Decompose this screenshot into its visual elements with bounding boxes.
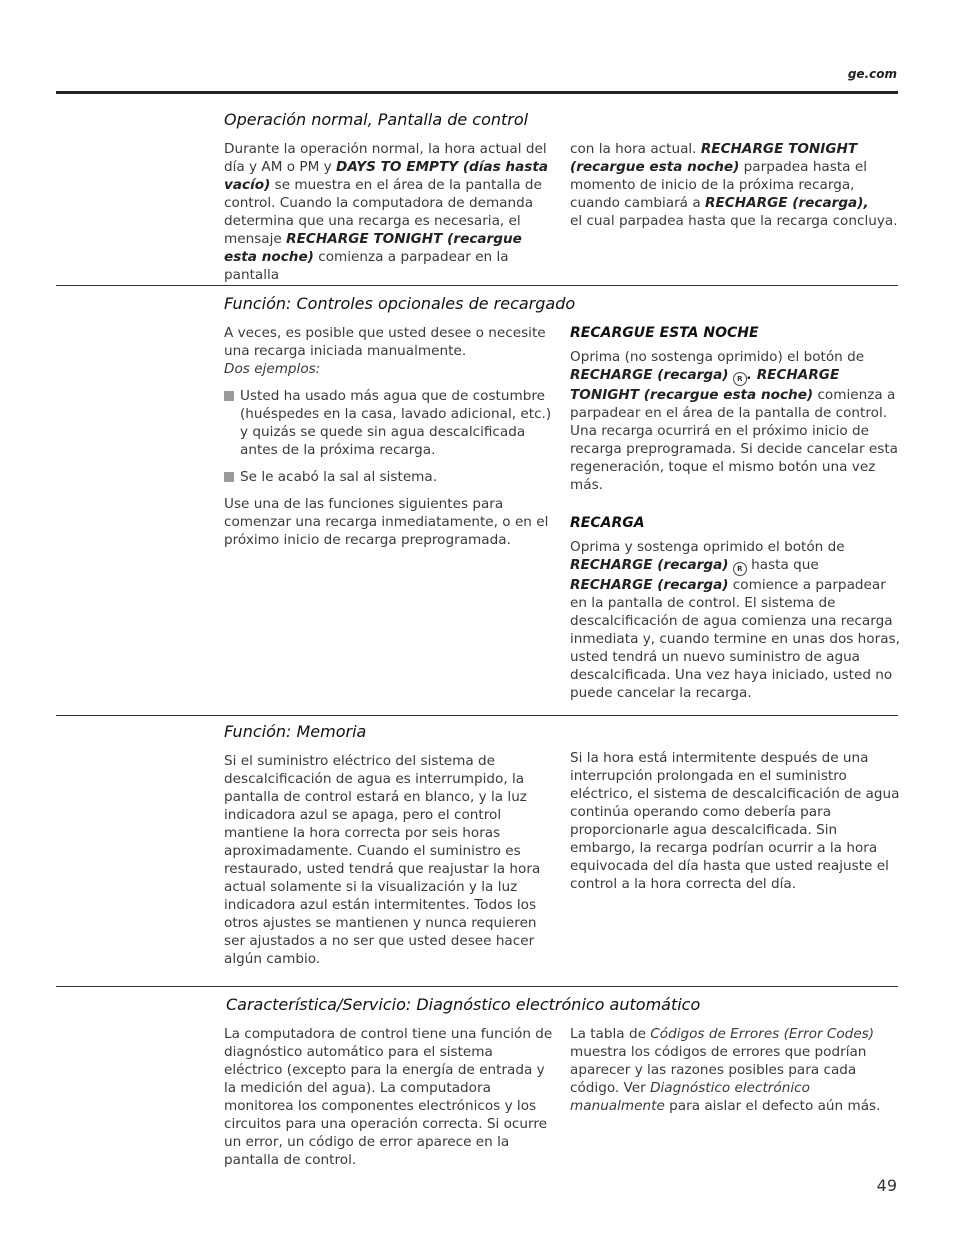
square-bullet-icon (224, 391, 234, 401)
recharge-button-label: RECHARGE (recarga) (570, 367, 729, 383)
site-url: ge.com (847, 67, 897, 81)
examples-label: Dos ejemplos: (224, 361, 321, 377)
paragraph: Si el suministro eléctrico del sistema de descalcificación de agua es interrumpido, la pantalla de control estará en blanco, y la luz indicadora azul se apaga, pero el control mantiene la hora correcta por seis horas aproximadamente. Cuando el suministro es restaurado, usted tendrá que reajustar la hora actual solamente si la visualización y la luz indicadora azul están intermitentes. Todos los otros ajustes se mantienen y nunca requieren ser ajustados a no ser que usted desee hacer algún cambio. (224, 753, 541, 967)
subheading-recharge: RECARGA (570, 515, 645, 531)
text-run: hasta que (746, 557, 819, 573)
manual-diagnostics-reference: Diagnóstico electrónico manualmente (570, 1080, 810, 1114)
bullet-text: Se le acabó la sal al sistema. (240, 469, 438, 485)
memory-left-text (224, 752, 554, 977)
section-title-normal-operation: Operación normal, Pantalla de control (224, 110, 529, 129)
section-title-memory: Función: Memoria (224, 722, 367, 741)
recharge-button-label: RECHARGE (recarga) (570, 557, 729, 573)
section-divider (56, 285, 898, 286)
auto-diagnostics-left-text (224, 1025, 554, 1178)
text-run: para aislar el defecto aún más. (664, 1098, 881, 1114)
recharge-button-icon: R (733, 372, 747, 386)
text-run: se muestra en el área de la pantalla de control. Cuando la computadora de demanda determina que una recarga es necesaria, el mensaje (224, 177, 542, 247)
recharge-label: RECHARGE (recarga) (570, 577, 729, 593)
recharge-button-icon: R (733, 562, 747, 576)
recharge-tonight-label: RECHARGE TONIGHT (recargue esta noche) (224, 231, 522, 265)
list-item (224, 468, 554, 486)
error-codes-reference: Códigos de Errores (Error Codes) (650, 1026, 875, 1042)
bullet-text: Usted ha usado más agua que de costumbre (huéspedes en la casa, lavado adicional, etc.) y quizás se quede sin agua descalcificada antes de la próxima recarga. (240, 388, 552, 458)
text-run: La tabla de (570, 1026, 651, 1042)
text-run: Oprima y sostenga oprimido el botón de (570, 539, 845, 555)
auto-diagnostics-right-text (570, 1025, 900, 1124)
recharge-tonight-label: . RECHARGE TONIGHT (recargue esta noche) (570, 367, 840, 403)
section-title-optional-recharge-controls: Función: Controles opcionales de recargado (224, 294, 576, 313)
recharge-label: RECHARGE (recarga), (704, 195, 869, 211)
square-bullet-icon (224, 472, 234, 482)
text-run: Durante la operación normal, la hora actual del día y AM o PM y (224, 141, 547, 175)
text-run: parpadea hasta el momento de inicio de la próxima recarga, cuando cambiará a (570, 159, 867, 211)
section-title-auto-diagnostics: Característica/Servicio: Diagnóstico electrónico automático (226, 995, 701, 1014)
text-run: Oprima (no sostenga oprimido) el botón de (570, 349, 865, 365)
subheading-recharge-tonight: RECARGUE ESTA NOCHE (570, 325, 759, 341)
normal-operation-right-text (570, 140, 900, 239)
text-run: comience a parpadear en la pantalla de control. El sistema de descalcificación de agua comienza una recarga inmediata y, cuando termine en unas dos horas, usted tendrá un nuevo suministro de agua descalcificada. Una vez haya iniciado, usted no puede cancelar la recarga. (570, 577, 900, 701)
paragraph: Si la hora está intermitente después de una interrupción prolongada en el suministro eléctrico, el sistema de descalcificación de agua continúa operando como debería para proporcionarle agua descalcificada. Sin embargo, la recarga podrían ocurrir a la hora equivocada del día hasta que usted reajuste el control a la hora correcta del día. (570, 750, 900, 892)
optional-recharge-left-text (224, 324, 554, 558)
days-to-empty-label: DAYS TO EMPTY (días hasta vacío) (224, 159, 549, 193)
text-run: comienza a parpadear en la pantalla (224, 249, 509, 283)
text-run: muestra los códigos de errores que podrían aparecer y las razones posibles para cada código. Ver (570, 1044, 867, 1096)
recharge-tonight-label: RECHARGE TONIGHT (recargue esta noche) (570, 141, 858, 175)
intro-text: A veces, es posible que usted desee o necesite una recarga iniciada manualmente. (224, 325, 546, 359)
text-run: el cual parpadea hasta que la recarga concluya. (570, 213, 898, 229)
page-number: 49 (876, 1176, 897, 1195)
text-run: con la hora actual. (570, 141, 701, 157)
list-item (224, 387, 554, 459)
normal-operation-left-text (224, 140, 554, 293)
paragraph: La computadora de control tiene una función de diagnóstico automático para el sistema eléctrico (excepto para la energía de entrada y la medición del agua). La computadora monitorea los componentes electrónicos y los circuitos para una operación correcta. Si ocurre un error, un código de error aparece en la pantalla de control. (224, 1026, 553, 1168)
optional-recharge-right-text (570, 324, 900, 711)
section-divider (56, 715, 898, 716)
header-rule (56, 91, 898, 94)
text-run: comienza a parpadear en el área de la pantalla de control. Una recarga ocurrirá en el próximo inicio de recarga preprogramada. Si decide cancelar esta regeneración, toque el mismo botón una vez más. (570, 387, 898, 493)
section-divider (56, 986, 898, 987)
outro-text: Use una de las funciones siguientes para comenzar una recarga inmediatamente, o en el próximo inicio de recarga preprogramada. (224, 496, 549, 548)
memory-right-text (570, 749, 900, 902)
